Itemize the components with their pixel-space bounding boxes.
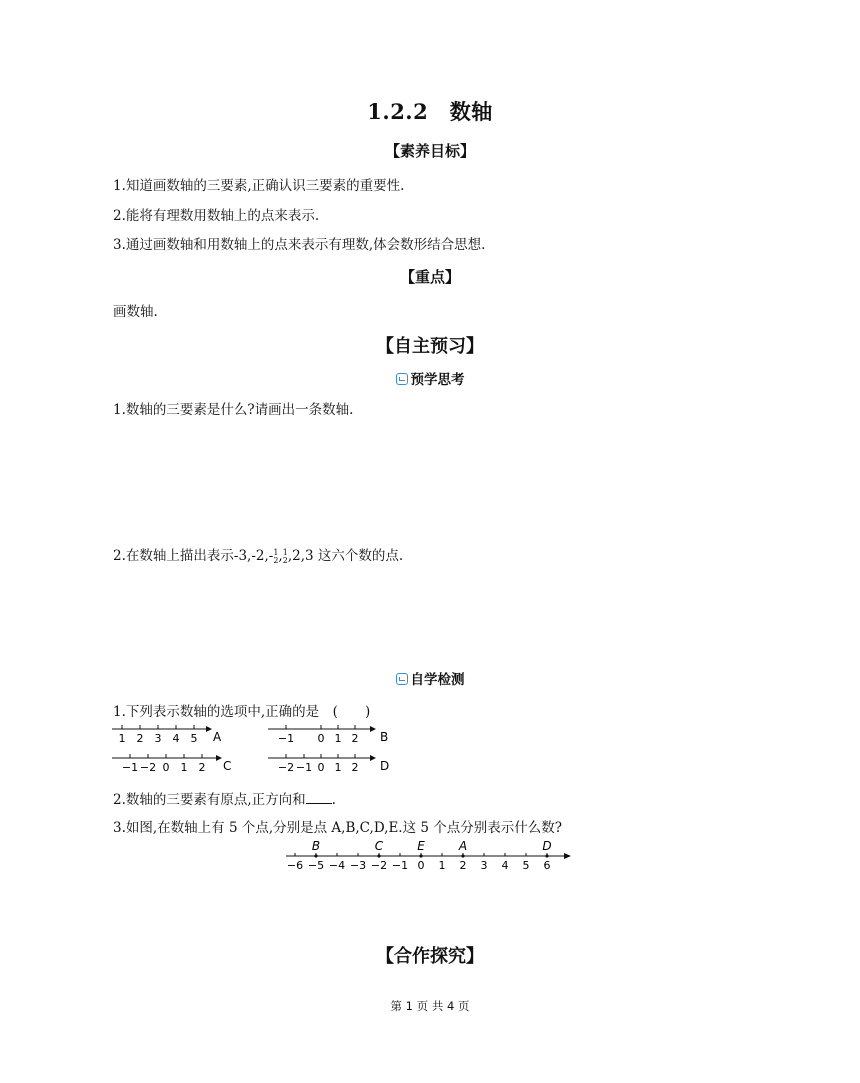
key-point-text: 画数轴.: [113, 304, 158, 320]
axis-tick-label: −4: [328, 859, 346, 872]
check-question-3: 3.如图,在数轴上有 5 个点,分别是点 A,B,C,D,E.这 5 个点分别表示什么数?: [113, 820, 563, 836]
check-question-1: 1.下列表示数轴的选项中,正确的是 ( ): [113, 704, 371, 720]
axis-tick-label: 2: [459, 859, 467, 872]
page-footer: 第 1 页 共 4 页: [390, 999, 470, 1013]
option-b-letter: B: [380, 730, 389, 744]
option-d-axis: [268, 754, 389, 774]
axis-point-label-a: A: [458, 839, 468, 853]
axis-tick-label: −3: [349, 859, 367, 872]
goals-heading: 【素养目标】: [384, 142, 475, 160]
axis-tick-label: −1: [391, 859, 409, 872]
check-icon: [396, 673, 408, 685]
axis-tick-label: 0: [417, 859, 425, 872]
number-line-figure: [280, 838, 580, 874]
think-question-2: 2.在数轴上描出表示-3,-2,- 1 2 , 1 2 ,2,3 这六个数的点.: [113, 547, 404, 565]
check-subheading: [0, 668, 860, 688]
goal-item-2: 2.能将有理数用数轴上的点来表示.: [113, 208, 320, 224]
axis-tick-label: −5: [307, 859, 325, 872]
answer-blank[interactable]: [306, 791, 332, 804]
axis-tick-label: 1: [438, 859, 446, 872]
option-a-letter: A: [213, 730, 222, 744]
axis-tick-label: −6: [286, 859, 304, 872]
option-c-tick: 1: [180, 761, 188, 774]
axis-tick-label: 4: [501, 859, 509, 872]
option-a-tick: 2: [136, 732, 144, 745]
page-title: 1.2.2 数轴: [367, 99, 493, 124]
option-axes: [108, 722, 408, 778]
goal-item-1: 1.知道画数轴的三要素,正确认识三要素的重要性.: [113, 178, 405, 194]
axis-point-label-b: B: [311, 839, 321, 853]
option-b-tick: 0: [317, 732, 325, 745]
option-d-tick: 1: [334, 761, 342, 774]
axis-point-label-c: C: [374, 839, 384, 853]
option-d-tick: 0: [317, 761, 325, 774]
axis-tick-label: 3: [480, 859, 488, 872]
think-subheading: [0, 368, 860, 388]
axis-point-b: [314, 854, 317, 857]
option-a-axis: [112, 725, 222, 745]
axis-point-c: [377, 854, 380, 857]
option-d-tick: −2: [277, 761, 295, 774]
check-question-2: 2.数轴的三要素有原点,正方向和 .: [113, 792, 336, 808]
option-d-tick: 2: [351, 761, 359, 774]
axis-point-e: [419, 854, 422, 857]
option-d-tick: −1: [295, 761, 313, 774]
axis-point-label-e: E: [417, 839, 425, 853]
fraction-half-1: 1 2: [273, 547, 279, 565]
option-c-tick: −1: [121, 761, 139, 774]
option-c-tick: 2: [198, 761, 206, 774]
option-c-axis: [112, 754, 231, 774]
option-b-tick: 2: [351, 732, 359, 745]
option-c-tick: −2: [139, 761, 157, 774]
axis-tick-label: 5: [522, 859, 530, 872]
option-a-tick: 1: [118, 732, 126, 745]
goal-item-3: 3.通过画数轴和用数轴上的点来表示有理数,体会数形结合思想.: [113, 237, 486, 253]
think-label: 预学思考: [410, 372, 465, 388]
axis-tick-label: 6: [543, 859, 551, 872]
key-point-heading: 【重点】: [399, 268, 460, 286]
option-a-tick: 3: [154, 732, 162, 745]
preview-heading: 【自主预习】: [376, 336, 484, 357]
option-b-axis: [268, 725, 388, 745]
think-icon: [396, 373, 408, 385]
axis-point-d: [545, 854, 548, 857]
option-a-tick: 4: [172, 732, 180, 745]
check-label: 自学检测: [410, 672, 465, 688]
think-question-1: 1.数轴的三要素是什么?请画出一条数轴.: [113, 402, 354, 418]
option-b-tick: 1: [334, 732, 342, 745]
option-d-letter: D: [380, 759, 390, 773]
axis-point-label-d: D: [542, 839, 552, 853]
axis-tick-label: −2: [370, 859, 388, 872]
option-c-letter: C: [223, 759, 232, 773]
option-b-tick: −1: [277, 732, 295, 745]
fraction-half-2: 1 2: [282, 547, 288, 565]
coop-heading: 【合作探究】: [376, 946, 484, 967]
option-c-tick: 0: [162, 761, 170, 774]
option-a-tick: 5: [190, 732, 198, 745]
axis-point-a: [461, 854, 464, 857]
